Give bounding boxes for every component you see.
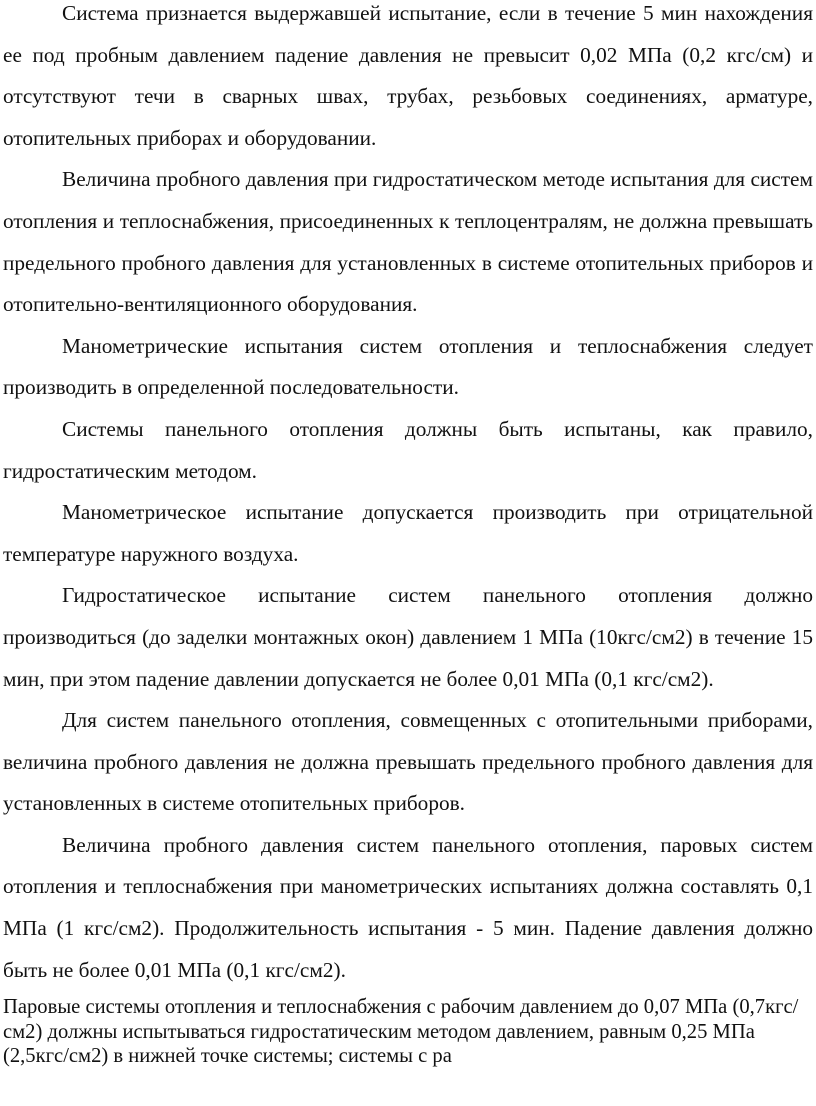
paragraph-manometric-pressure: Величина пробного давления систем панельного отопления, паровых систем отопления и теплоснабжения при манометрических испытаниях должна составлять 0,1 МПа (1 кгс/см2). Продолжительность испытания - 5 мин. Падение давления должно быть не более 0,01 МПа (0,1 кгс/см2). xyxy=(3,832,813,982)
paragraph-hydrostatic-test: Гидростатическое испытание систем панельного отопления должно производиться (до заделки монтажных окон) давлением 1 МПа (10кгс/см2) в течение 15 мин, при этом падение давлении допускается не более 0,01 МПа (0,1 кгс/см2). xyxy=(3,583,813,691)
paragraph-steam-systems: Паровые системы отопления и теплоснабжения с рабочим давлением до 0,07 МПа (0,7кгс/см2) должны испытываться гидростатическим методом давлением, равным 0,25 МПа (2,5кгс/см2) в нижней точке системы; системы с ра xyxy=(3,996,799,1068)
paragraph-test-pass-criteria: Система признается выдержавшей испытание, если в течение 5 мин нахождения ее под пробным давлением падение давления не превысит 0,02 МПа (0,2 кгс/см) и отсутствуют течи в сварных швах, трубах, резьбовых соединениях, арматуре, отопительных приборах и оборудовании. xyxy=(3,1,813,150)
paragraph-panel-heating-method: Системы панельного отопления должны быть испытаны, как правило, гидростатическим методом. xyxy=(3,416,813,483)
paragraph-manometric-sequence: Манометрические испытания систем отопления и теплоснабжения следует производить в определенной последовательности. xyxy=(3,333,813,400)
paragraph-negative-temperature: Манометрическое испытание допускается производить при отрицательной температуре наружного воздуха. xyxy=(3,500,813,566)
paragraph-test-pressure-value: Величина пробного давления при гидростатическом методе испытания для систем отопления и теплоснабжения, присоединенных к теплоцентралям, не должна превышать предельного пробного давления для установленных в системе отопительных приборов и отопительно-вентиляционного оборудования. xyxy=(3,167,813,317)
paragraph-combined-systems: Для систем панельного отопления, совмещенных с отопительными приборами, величина пробного давления не должна превышать предельного пробного давления для установленных в системе отопительных приборов. xyxy=(3,708,813,816)
